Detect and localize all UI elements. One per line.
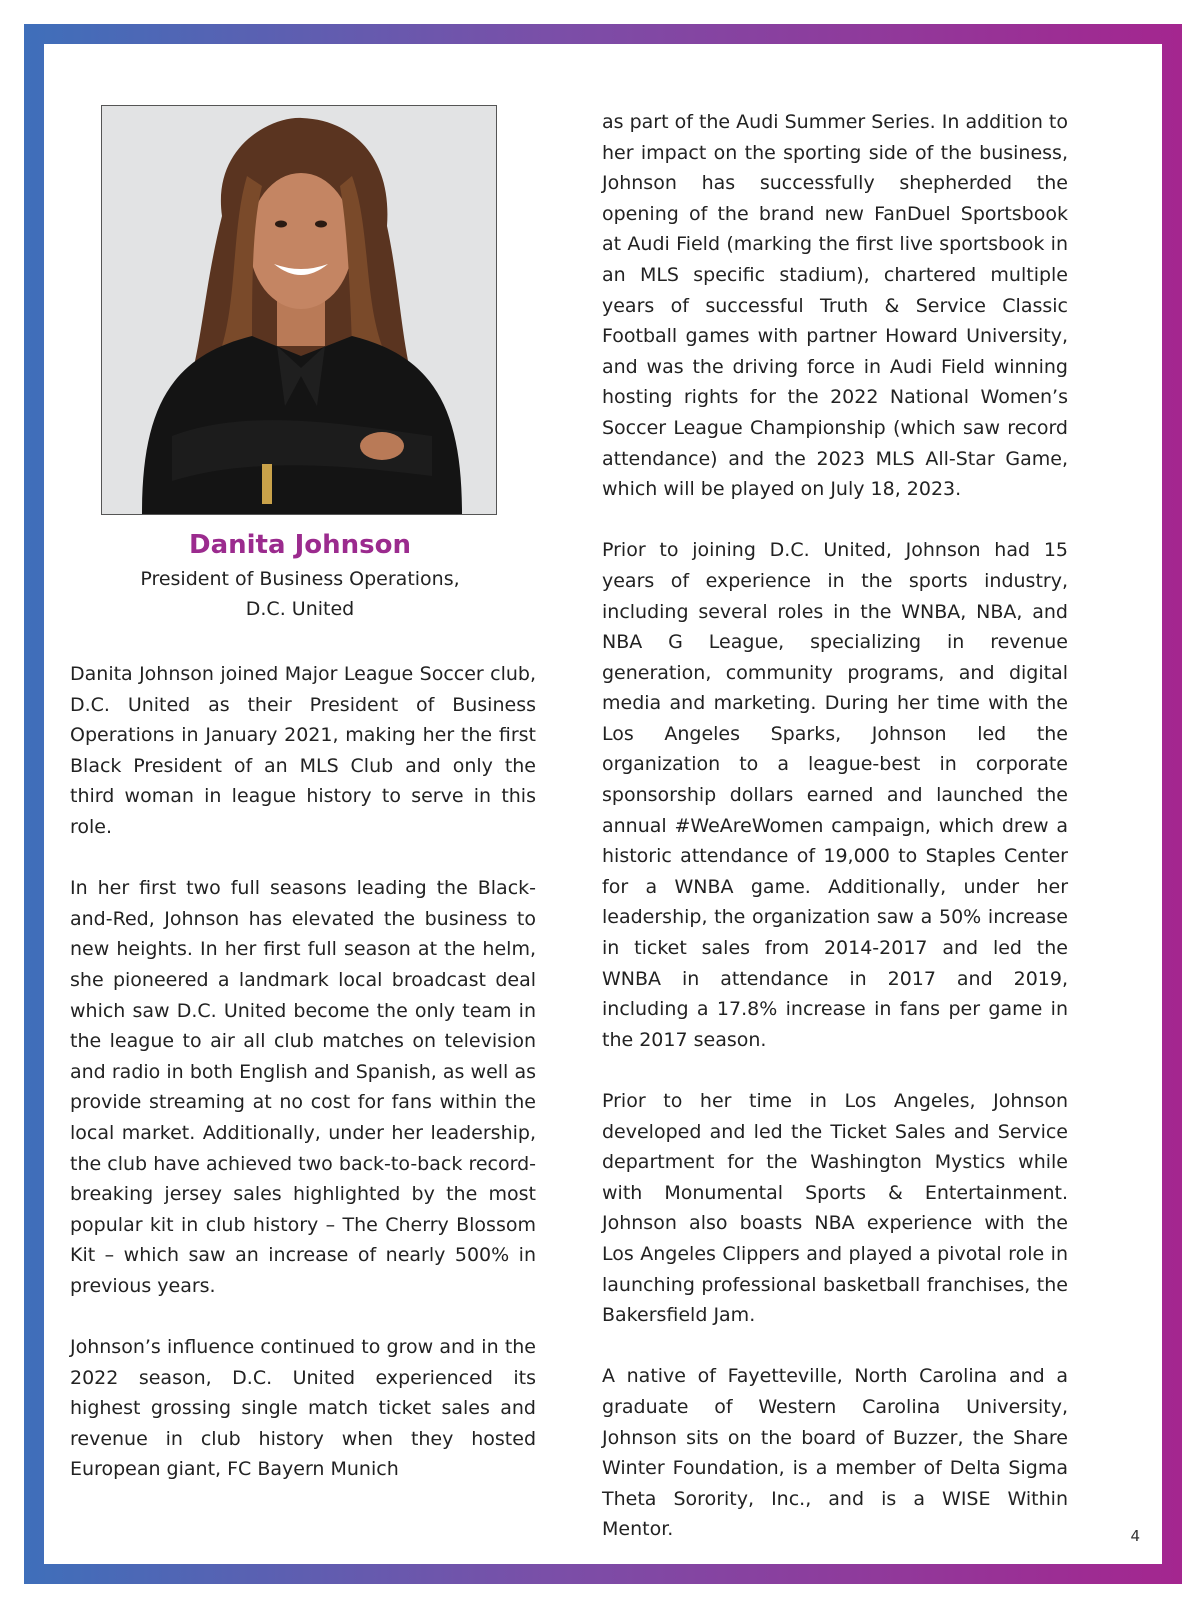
profile-photo <box>101 105 497 515</box>
page-number: 4 <box>1130 1527 1140 1545</box>
paragraph: Johnson’s influence continued to grow and in the 2022 season, D.C. United experienced its highest grossing single match ticket sales and revenue in club history when they hosted European giant, FC Bayern Munich <box>70 1336 536 1481</box>
paragraph: Prior to her time in Los Angeles, Johnson developed and led the Ticket Sales and Service department for the Washington Mystics while with Monumental Sports & Entertainment. Johnson also boasts NBA experience with the Los Angeles Clippers and played a pivotal role in launching professional basketball franchises, the Bakersfield Jam. <box>602 1090 1068 1327</box>
paragraph: as part of the Audi Summer Series. In addition to her impact on the sporting side of the business, Johnson has successfully shepherded the opening of the brand new FanDuel Sportsbook at Audi Field (marking the first live sportsbook in an MLS specific stadium), chartered multiple years of successful Truth & Service Classic Football games with partner Howard University, and was the driving force in Audi Field winning hosting rights for the 2022 National Women’s Soccer League Championship (which saw record attendance) and the 2023 MLS All-Star Game, which will be played on July 18, 2023. <box>602 111 1068 501</box>
job-title: President of Business Operations, <box>140 568 460 590</box>
organization-name: D.C. United <box>245 598 355 620</box>
paragraph: Prior to joining D.C. United, Johnson had 15 years of experience in the sports industry, including several roles in the WNBA, NBA, and NBA G League, specializing in revenue generation, community programs, and digital media and marketing. During her time with the Los Angeles Sparks, Johnson led the organization to a league-best in corporate sponsorship dollars earned and launched the annual #WeAreWomen campaign, which drew a historic attendance of 19,000 to Staples Center for a WNBA game. Additionally, under her leadership, the organization saw a 50% increase in ticket sales from 2014-2017 and led the WNBA in attendance in 2017 and 2019, including a 17.8% increase in fans per game in the 2017 season. <box>602 539 1068 1051</box>
paragraph: In her first two full seasons leading the Black-and-Red, Johnson has elevated the business to new heights. In her first full season at the helm, she pioneered a landmark local broadcast deal which saw D.C. United become the only team in the league to air all club matches on television and radio in both English and Spanish, as well as provide streaming at no cost for fans within the local market. Additionally, under her leadership, the club have achieved two back-to-back record-breaking jersey sales highlighted by the most popular kit in club history – The Cherry Blossom Kit – which saw an increase of nearly 500% in previous years. <box>70 877 536 1297</box>
right-text-column <box>602 107 1068 1545</box>
paragraph: A native of Fayetteville, North Carolina and a graduate of Western Carolina University, Johnson sits on the board of Buzzer, the Share Winter Foundation, is a member of Delta Sigma Theta Sorority, Inc., and is a WISE Within Mentor. <box>602 1365 1068 1541</box>
paragraph: Danita Johnson joined Major League Soccer club, D.C. United as their President of Business Operations in January 2021, making her the first Black President of an MLS Club and only the third woman in league history to serve in this role. <box>70 663 536 838</box>
left-text-column <box>70 659 536 1485</box>
person-name: Danita Johnson <box>189 530 411 560</box>
